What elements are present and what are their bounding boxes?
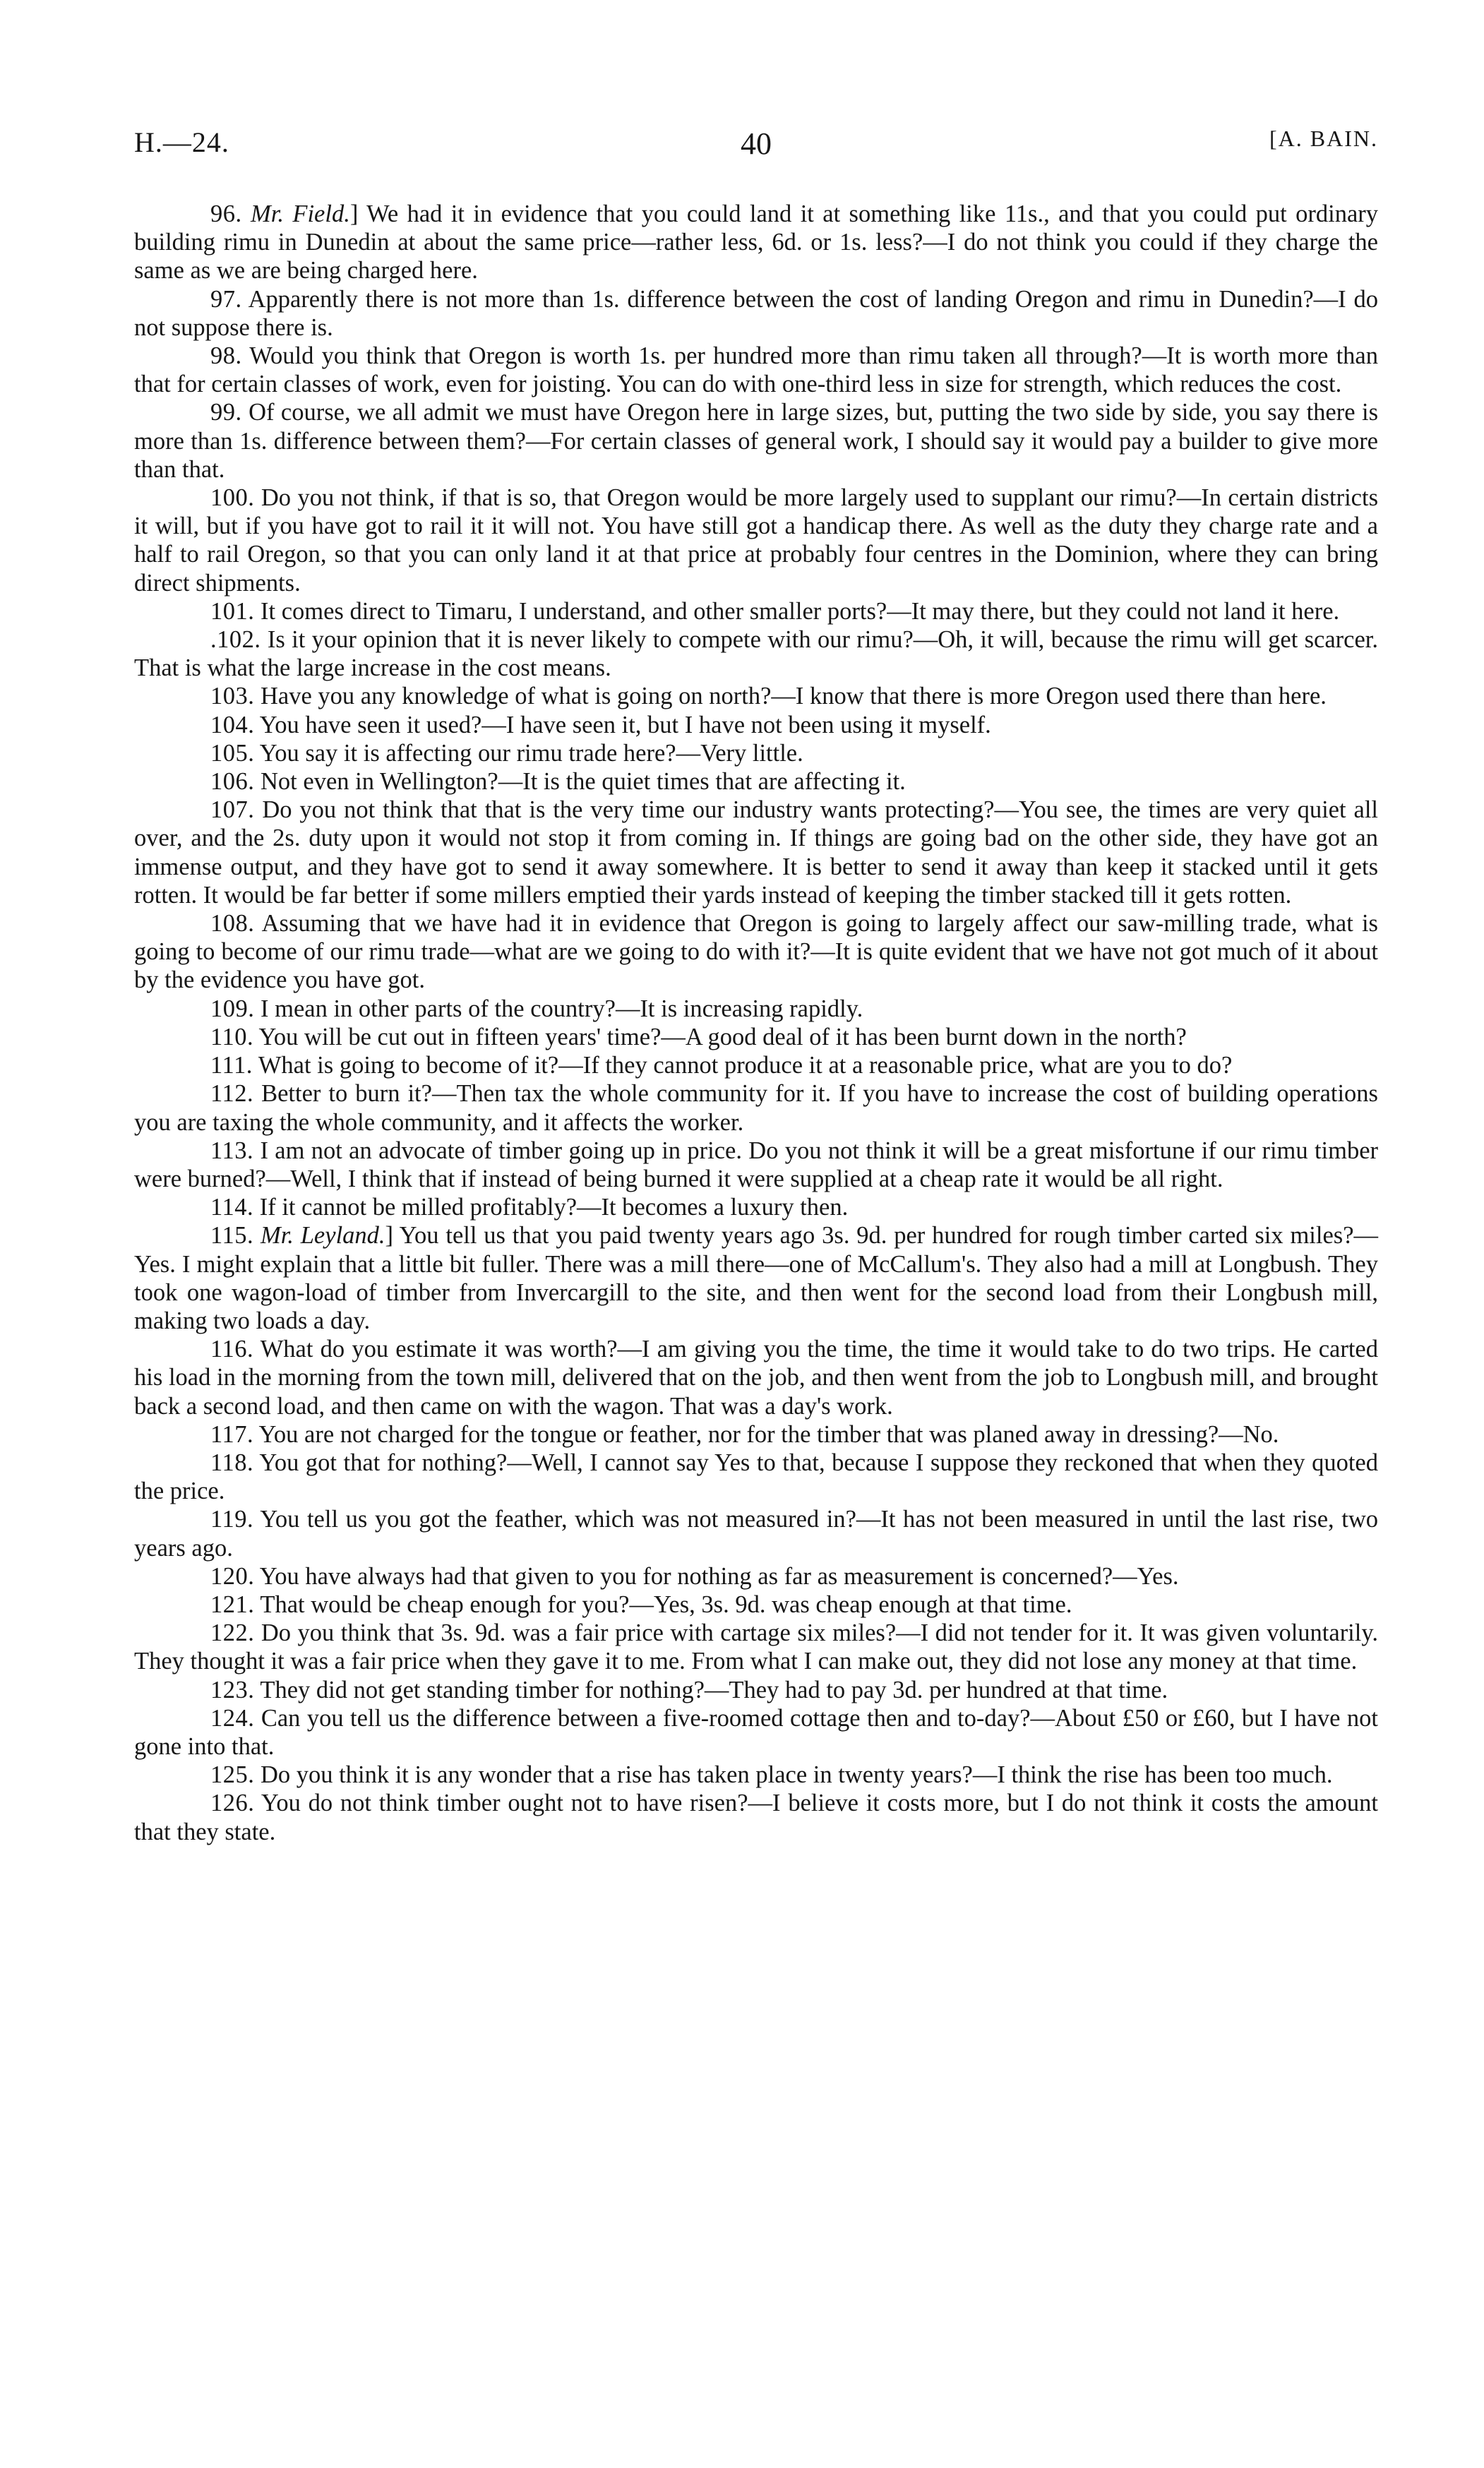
question-number: 114. [210,1194,254,1221]
question-answer-text: I mean in other parts of the country?—It is increasing rapidly. [261,995,863,1022]
question-number: 96. [210,200,242,227]
question-answer-text: You got that for nothing?—Well, I cannot say Yes to that, because I suppose they reckoned that when they quoted the price. [134,1449,1378,1505]
witness-name: [A. BAIN. [1269,126,1378,151]
evidence-paragraph [134,711,1378,739]
evidence-paragraph [134,995,1378,1023]
question-answer-text: Can you tell us the difference between a five-roomed cottage then and to-day?—About £50 or £60, but I have not gone into that. [134,1704,1379,1760]
question-answer-text: Do you not think that that is the very time our industry wants protecting?—You see, the times are very quiet all over, and the 2s. duty upon it would not stop it from coming in. If things are going bad on the other side, they have got an immense output, and they have got to send it away somewhere. It is better to send it away than keep it stacked until it gets rotten. It would be far better if some millers emptied their yards instead of keeping the timber stacked till it gets rotten. [134,796,1379,909]
evidence-paragraph [134,767,1378,796]
page-number: 40 [741,126,772,161]
evidence-paragraph [134,1761,1378,1789]
evidence-paragraph [134,1789,1378,1845]
speaker-name: Mr. Field. [251,200,350,227]
question-answer-text: If it cannot be milled profitably?—It becomes a luxury then. [259,1194,849,1221]
question-number: 117. [210,1420,254,1448]
question-answer-text: You do not think timber ought not to have risen?—I believe it costs more, but I do not think it costs the amount that they state. [134,1790,1378,1845]
question-number: 119. [210,1506,254,1533]
question-answer-text: Of course, we all admit we must have Oregon here in large sizes, but, putting the two side by side, you say there is more than 1s. difference between them?—For certain classes of general work, I should say it would pay a builder to give more than that. [134,399,1378,483]
question-number: 107. [210,796,255,824]
question-answer-text: ] You tell us that you paid twenty years ago 3s. 9d. per hundred for rough timber carted six miles?—Yes. I might explain that a little bit fuller. There was a mill there—one of McCallum's. They also had a mill at Longbush. They took one wagon-load of timber from Invercargill to the site, and then went for the second load from their Longbush mill, making two loads a day. [134,1222,1379,1334]
document-reference: H.—24. [134,126,229,158]
question-number: 115. [210,1222,254,1250]
question-answer-text: Would you think that Oregon is worth 1s. per hundred more than rimu taken all through?—It is worth more than that for certain classes of work, even for joisting. You can do with one-third less in size for strength, which reduces the cost. [134,342,1378,398]
question-number: 118. [210,1449,254,1476]
question-number: 104. [210,711,255,738]
evidence-paragraph [134,1591,1378,1619]
question-answer-text: Do you not think, if that is so, that Oregon would be more largely used to supplant our rimu?—In certain districts it will, but if you have got to rail it it will not. You have still got a handicap there. As well as the duty they charge rate and a half to rail Oregon, so that you can only land it at that price at probably four centres in the Dominion, where they can bring direct shipments. [134,484,1379,597]
question-answer-text: What is going to become of it?—If they cannot produce it at a reasonable price, what are you to do? [258,1052,1233,1079]
evidence-paragraph [134,1420,1378,1449]
question-answer-text: I am not an advocate of timber going up in price. Do you not think it will be a great misfortune if our rimu timber were burned?—Well, I think that if instead of being burned it were supplied at a cheap rate it would be all right. [134,1137,1379,1192]
question-number: 122. [210,1619,255,1647]
evidence-paragraph [134,1137,1378,1193]
evidence-paragraph [134,1193,1378,1221]
question-number: 101. [210,597,255,625]
question-answer-text: You are not charged for the tongue or feather, nor for the timber that was planed away in dressing?—No. [258,1420,1279,1448]
question-number: 106. [210,768,255,796]
evidence-paragraph [134,484,1378,597]
question-answer-text: Not even in Wellington?—It is the quiet times that are affecting it. [261,768,906,796]
question-answer-text: They did not get standing timber for nothing?—They had to pay 3d. per hundred at that time. [260,1676,1168,1703]
evidence-paragraph [134,200,1378,285]
evidence-paragraph [134,739,1378,767]
question-answer-text: Do you think that 3s. 9d. was a fair price with cartage six miles?—I did not tender for it. It was given voluntarily. They thought it was a fair price when they gave it to me. From what I can make out, they did not lose any money at that time. [134,1619,1378,1675]
evidence-paragraph [134,1619,1378,1675]
question-answer-text: Have you any knowledge of what is going on north?—I know that there is more Oregon used there than here. [261,683,1327,710]
evidence-paragraph [134,1023,1378,1051]
evidence-paragraph [134,909,1378,995]
question-number: 116. [210,1336,254,1363]
evidence-paragraph [134,1221,1378,1335]
question-answer-text: You will be cut out in fifteen years' time?—A good deal of it has been burnt down in the north? [258,1023,1187,1050]
question-number: 125. [210,1761,255,1789]
evidence-paragraph [134,285,1378,342]
question-number: 126. [210,1790,255,1817]
evidence-paragraph [134,1704,1378,1761]
evidence-paragraph [134,796,1378,909]
evidence-paragraph [134,1562,1378,1591]
question-answer-text: You have seen it used?—I have seen it, but I have not been using it myself. [259,711,991,738]
question-answer-text: You say it is affecting our rimu trade here?—Very little. [259,739,803,767]
evidence-paragraph [134,342,1378,398]
evidence-text [134,200,1378,1846]
question-answer-text: It comes direct to Timaru, I understand, and other smaller ports?—It may there, but they could not land it here. [261,597,1340,625]
question-number: 110. [210,1023,254,1050]
evidence-paragraph [134,597,1378,625]
question-answer-text: Is it your opinion that it is never likely to compete with our rimu?—Oh, it will, because the rimu will get scarcer. That is what the large increase in the cost means. [134,626,1379,682]
question-number: 108. [210,910,255,938]
question-answer-text: ] We had it in evidence that you could land it at something like 11s., and that you could put ordinary building rimu in Dunedin at about the same price—rather less, 6d. or 1s. less?—I do not think you could if they charge the same as we are being charged here. [134,200,1378,284]
question-number: 120. [210,1562,255,1590]
evidence-paragraph [134,1676,1378,1704]
question-number: .102. [210,626,261,654]
question-number: 99. [210,399,242,426]
question-answer-text: Do you think it is any wonder that a rise has taken place in twenty years?—I think the rise has been too much. [261,1761,1333,1789]
question-number: 113. [210,1137,254,1164]
question-number: 100. [210,484,255,512]
evidence-paragraph [134,398,1378,484]
question-answer-text: Assuming that we have had it in evidence that Oregon is going to largely affect our saw-milling trade, what is going to become of our rimu trade—what are we going to do with it?—It is quite evident that we have not got much of it about by the evidence you have got. [134,910,1378,994]
question-number: 98. [210,342,242,370]
evidence-paragraph [134,1335,1378,1420]
question-answer-text: What do you estimate it was worth?—I am giving you the time, the time it would take to do two trips. He carted his load in the morning from the town mill, delivered that on the job, and then went from the job to Longbush mill, and brought back a second load, and then came on with the wagon. That was a day's work. [134,1336,1378,1420]
evidence-paragraph [134,1449,1378,1505]
question-number: 105. [210,739,255,767]
question-answer-text: Better to burn it?—Then tax the whole community for it. If you have to increase the cost of building operations you are taxing the whole community, and it affects the worker. [134,1080,1378,1136]
question-number: 103. [210,683,255,710]
question-number: 111. [210,1052,253,1079]
evidence-paragraph [134,625,1378,682]
evidence-paragraph [134,1051,1378,1079]
question-answer-text: Apparently there is not more than 1s. difference between the cost of landing Oregon and rimu in Dunedin?—I do not suppose there is. [134,285,1378,341]
evidence-paragraph [134,1505,1378,1562]
question-number: 124. [210,1704,255,1732]
question-number: 97. [210,285,242,313]
page-header [134,126,1378,175]
question-number: 109. [210,995,255,1022]
question-answer-text: That would be cheap enough for you?—Yes, 3s. 9d. was cheap enough at that time. [260,1591,1072,1618]
question-number: 112. [210,1080,254,1108]
evidence-paragraph [134,1079,1378,1136]
speaker-name: Mr. Leyland. [260,1222,385,1250]
question-number: 123. [210,1676,255,1703]
question-number: 121. [210,1591,255,1618]
question-answer-text: You tell us you got the feather, which was not measured in?—It has not been measured in until the last rise, two years ago. [134,1506,1378,1562]
evidence-paragraph [134,682,1378,710]
question-answer-text: You have always had that given to you for nothing as far as measurement is concerned?—Yes. [259,1562,1179,1590]
